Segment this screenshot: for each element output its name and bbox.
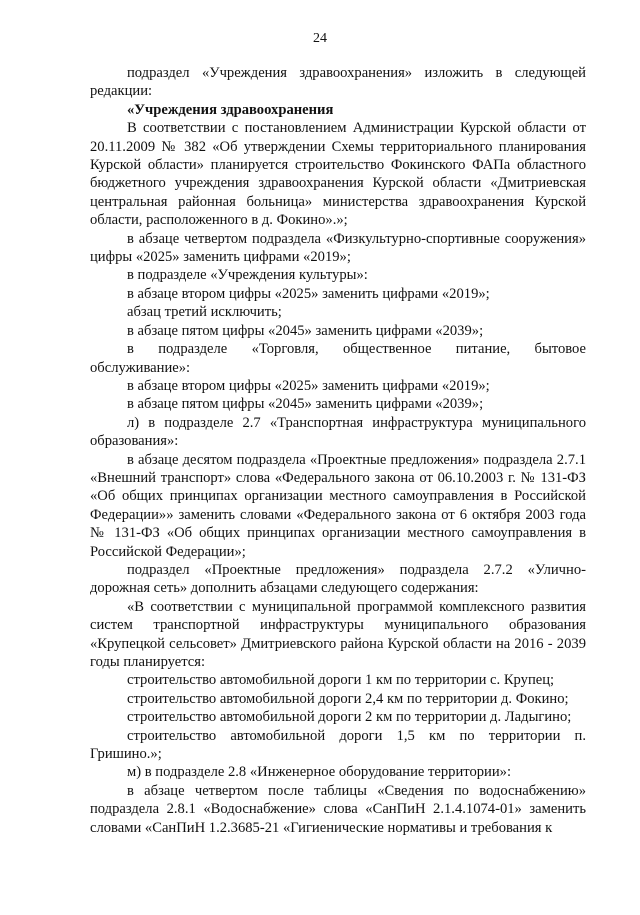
paragraph: в подразделе «Учреждения культуры»: (127, 267, 368, 284)
paragraph: строительство автомобильной дороги 1,5 км по территории п. Гришино.»; (90, 727, 586, 763)
paragraph: строительство автомобильной дороги 1 км по территории с. Крупец; (127, 672, 555, 689)
paragraph: «В соответствии с муниципальной программой комплексного развития систем транспортной инфраструктуры муниципального образования «Крупецкой сельсовет» Дмитриевского района Курской области на 2016 - 2039 годы планируется: (90, 598, 586, 670)
section-heading: «Учреждения здравоохранения (127, 101, 334, 118)
paragraph: абзац третий исключить; (127, 304, 282, 321)
document-body (90, 64, 586, 837)
paragraph: в абзаце десятом подраздела «Проектные предложения» подраздела 2.7.1 «Внешний транспорт» слова «Федерального закона от 06.10.2003 г. № 131-ФЗ «Об общих принципах организации местного самоуправления в Российской Федерации»» заменить словами «Федерального закона от 6 октября 2003 года № 131-ФЗ «Об общих принципах организации местного самоуправления в Российской Федерации»; (90, 451, 586, 560)
paragraph: В соответствии с постановлением Администрации Курской области от 20.11.2009 № 382 «Об утверждении Схемы территориального планирования Курской области» планируется строительство Фокинского ФАПа областного бюджетного учреждения здравоохранения Курской области «Дмитриевская центральная районная больница» министерства здравоохранения Курской области, расположенного в д. Фокино».»; (90, 120, 586, 229)
paragraph: м) в подразделе 2.8 «Инженерное оборудование территории»: (127, 764, 512, 781)
paragraph: в подразделе «Торговля, общественное питание, бытовое обслуживание»: (90, 341, 586, 376)
paragraph: в абзаце четвертом подраздела «Физкультурно-спортивные сооружения» цифры «2025» заменить цифрами «2019»; (90, 230, 586, 266)
paragraph-intro: подраздел «Учреждения здравоохранения» изложить в следующей редакции: (90, 65, 586, 100)
page-number: 24 (313, 31, 327, 46)
paragraph: л) в подразделе 2.7 «Транспортная инфраструктура муниципального образования»: (90, 414, 586, 450)
paragraph: в абзаце втором цифры «2025» заменить цифрами «2019»; (127, 285, 490, 302)
paragraph: строительство автомобильной дороги 2,4 км по территории д. Фокино; (127, 690, 569, 707)
paragraph: в абзаце пятом цифры «2045» заменить цифрами «2039»; (127, 396, 484, 413)
paragraph: в абзаце втором цифры «2025» заменить цифрами «2019»; (127, 377, 490, 394)
paragraph: строительство автомобильной дороги 2 км по территории д. Ладыгино; (127, 709, 572, 726)
paragraph: в абзаце пятом цифры «2045» заменить цифрами «2039»; (127, 322, 484, 339)
paragraph: подраздел «Проектные предложения» подраздела 2.7.2 «Улично-дорожная сеть» дополнить абзацами следующего содержания: (90, 561, 586, 597)
paragraph: в абзаце четвертом после таблицы «Сведения по водоснабжению» подраздела 2.8.1 «Водоснабжение» слова «СанПиН 2.1.4.1074-01» заменить словами «СанПиН 1.2.3685-21 «Гигиенические нормативы и требования к (90, 782, 586, 836)
